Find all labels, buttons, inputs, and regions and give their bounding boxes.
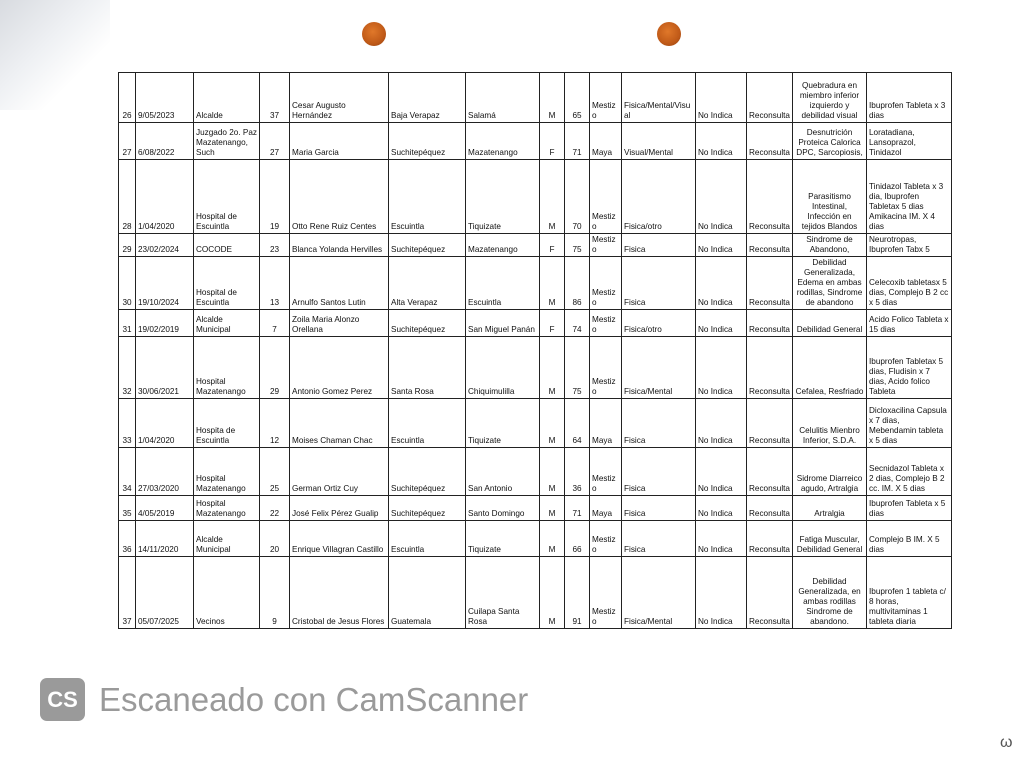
cell-edad: 20 (260, 521, 290, 557)
cell-discapacidad: No Indica (696, 496, 747, 521)
table-row (119, 73, 952, 123)
cell-departamento: Guatemala (389, 557, 466, 629)
cell-num: 28 (119, 160, 136, 234)
cell-edad-paciente: 71 (565, 496, 590, 521)
cell-departamento: Escuintla (389, 399, 466, 448)
cell-sexo: M (540, 521, 565, 557)
cell-edad: 19 (260, 160, 290, 234)
cell-num: 32 (119, 337, 136, 399)
cell-etnia: Mestizo (590, 521, 622, 557)
cell-tratamiento: Celecoxib tabletasx 5 dias, Complejo B 2 cc x 5 dias (867, 257, 952, 310)
cell-tipo: Fisica (622, 448, 696, 496)
cell-edad-paciente: 70 (565, 160, 590, 234)
cell-discapacidad: No Indica (696, 257, 747, 310)
table-row (119, 310, 952, 337)
cell-discapacidad: No Indica (696, 448, 747, 496)
cell-etnia: Maya (590, 123, 622, 160)
cell-sexo: M (540, 557, 565, 629)
cell-num: 33 (119, 399, 136, 448)
cell-sexo: M (540, 73, 565, 123)
cell-discapacidad: No Indica (696, 337, 747, 399)
cell-nombre: German Ortiz Cuy (290, 448, 389, 496)
cell-departamento: Suchitepéquez (389, 234, 466, 257)
cell-edad-paciente: 36 (565, 448, 590, 496)
cell-fecha: 19/10/2024 (136, 257, 194, 310)
cell-tratamiento: Ibuprofen Tableta x 3 dias (867, 73, 952, 123)
cell-municipio: Salamá (466, 73, 540, 123)
cell-etnia: Maya (590, 399, 622, 448)
cell-edad-paciente: 71 (565, 123, 590, 160)
cell-diagnostico: Sindrome de Abandono, (793, 234, 867, 257)
cell-nombre: Zoila Maria Alonzo Orellana (290, 310, 389, 337)
cell-municipio: Chiquimulilla (466, 337, 540, 399)
cell-tratamiento: Acido Folico Tableta x 15 dias (867, 310, 952, 337)
cell-edad-paciente: 75 (565, 234, 590, 257)
cell-departamento: Suchitepéquez (389, 448, 466, 496)
cell-tipo: Fisica (622, 521, 696, 557)
cell-edad-paciente: 86 (565, 257, 590, 310)
cell-sexo: M (540, 160, 565, 234)
cell-sexo: M (540, 257, 565, 310)
binder-hole-left (362, 22, 386, 46)
cell-tipo: Fisica (622, 234, 696, 257)
cell-tipo: Fisica/Mental (622, 557, 696, 629)
cell-edad: 7 (260, 310, 290, 337)
cell-diagnostico: Parasitismo Intestinal, Infección en tejidos Blandos (793, 160, 867, 234)
cell-nombre: Otto Rene Ruiz Centes (290, 160, 389, 234)
cell-diagnostico: Quebradura en miembro inferior izquierdo y debilidad visual (793, 73, 867, 123)
cell-sexo: F (540, 234, 565, 257)
cell-num: 29 (119, 234, 136, 257)
cell-fecha: 1/04/2020 (136, 399, 194, 448)
cell-entidad: Alcalde Municipal (194, 521, 260, 557)
cell-nombre: Arnulfo Santos Lutin (290, 257, 389, 310)
cell-tratamiento: Complejo B IM. X 5 dias (867, 521, 952, 557)
cell-estado: Reconsulta (747, 73, 793, 123)
cell-tratamiento: Ibuprofen Tableta x 5 dias (867, 496, 952, 521)
cell-num: 31 (119, 310, 136, 337)
cell-nombre: Cristobal de Jesus Flores (290, 557, 389, 629)
table-row (119, 557, 952, 629)
cell-estado: Reconsulta (747, 521, 793, 557)
cell-tratamiento: Ibuprofen 1 tableta c/ 8 horas, multivitaminas 1 tableta diaria (867, 557, 952, 629)
cell-estado: Reconsulta (747, 310, 793, 337)
cell-diagnostico: Celulitis Mienbro Inferior, S.D.A. (793, 399, 867, 448)
cell-tipo: Fisica/Mental/Visual (622, 73, 696, 123)
cell-edad: 25 (260, 448, 290, 496)
cell-fecha: 27/03/2020 (136, 448, 194, 496)
cell-fecha: 6/08/2022 (136, 123, 194, 160)
cell-departamento: Escuintla (389, 521, 466, 557)
cell-tipo: Fisica/otro (622, 160, 696, 234)
cell-entidad: Hospita de Escuintla (194, 399, 260, 448)
cell-diagnostico: Sidrome Diarreico agudo, Artralgia (793, 448, 867, 496)
cell-entidad: Vecinos (194, 557, 260, 629)
cell-nombre: Enrique Villagran Castillo (290, 521, 389, 557)
table-row (119, 521, 952, 557)
cell-estado: Reconsulta (747, 557, 793, 629)
cell-etnia: Mestizo (590, 337, 622, 399)
cell-num: 35 (119, 496, 136, 521)
cell-sexo: M (540, 337, 565, 399)
cell-municipio: San Antonio (466, 448, 540, 496)
cell-estado: Reconsulta (747, 160, 793, 234)
cell-num: 30 (119, 257, 136, 310)
cell-departamento: Alta Verapaz (389, 257, 466, 310)
cell-estado: Reconsulta (747, 234, 793, 257)
cell-etnia: Mestizo (590, 257, 622, 310)
cell-tratamiento: Secnidazol Tableta x 2 dias, Complejo B 2 cc. IM. X 5 dias (867, 448, 952, 496)
cell-entidad: Juzgado 2o. Paz Mazatenango, Such (194, 123, 260, 160)
cell-etnia: Mestizo (590, 310, 622, 337)
cell-fecha: 30/06/2021 (136, 337, 194, 399)
cell-etnia: Mestizo (590, 234, 622, 257)
cell-edad: 9 (260, 557, 290, 629)
cell-tratamiento: Ibuprofen Tabletax 5 dias, Fludisin x 7 dias, Acido folico Tableta (867, 337, 952, 399)
cell-entidad: Hospital Mazatenango (194, 496, 260, 521)
cell-tipo: Fisica/otro (622, 310, 696, 337)
margin-mark: ω (1000, 734, 1013, 751)
cell-discapacidad: No Indica (696, 234, 747, 257)
cell-diagnostico: Debilidad Generalizada, Edema en ambas rodillas, Sindrome de abandono (793, 257, 867, 310)
cell-sexo: M (540, 448, 565, 496)
cell-tipo: Fisica (622, 399, 696, 448)
cell-discapacidad: No Indica (696, 160, 747, 234)
cell-nombre: Maria Garcia (290, 123, 389, 160)
page-corner-shadow (0, 0, 110, 110)
cell-fecha: 1/04/2020 (136, 160, 194, 234)
records-table-body (119, 73, 952, 629)
cell-tipo: Fisica/Mental (622, 337, 696, 399)
cell-diagnostico: Fatiga Muscular, Debilidad General (793, 521, 867, 557)
cell-edad: 29 (260, 337, 290, 399)
cell-edad-paciente: 66 (565, 521, 590, 557)
cell-nombre: José Felix Pérez Gualip (290, 496, 389, 521)
cell-nombre: Antonio Gomez Perez (290, 337, 389, 399)
cell-num: 36 (119, 521, 136, 557)
table-row (119, 337, 952, 399)
cell-sexo: M (540, 399, 565, 448)
cell-diagnostico: Artralgia (793, 496, 867, 521)
cell-edad: 37 (260, 73, 290, 123)
cell-fecha: 05/07/2025 (136, 557, 194, 629)
cell-municipio: Tiquizate (466, 399, 540, 448)
cell-fecha: 14/11/2020 (136, 521, 194, 557)
binder-hole-right (657, 22, 681, 46)
cell-edad: 27 (260, 123, 290, 160)
cell-entidad: Alcalde (194, 73, 260, 123)
table-row (119, 257, 952, 310)
cell-edad-paciente: 75 (565, 337, 590, 399)
cell-departamento: Baja Verapaz (389, 73, 466, 123)
cell-discapacidad: No Indica (696, 73, 747, 123)
cell-entidad: Hospital de Escuintla (194, 160, 260, 234)
cell-edad-paciente: 91 (565, 557, 590, 629)
camscanner-logo-icon: CS (40, 678, 85, 721)
cell-estado: Reconsulta (747, 337, 793, 399)
cell-num: 27 (119, 123, 136, 160)
cell-entidad: Alcalde Municipal (194, 310, 260, 337)
cell-municipio: Mazatenango (466, 123, 540, 160)
cell-edad-paciente: 65 (565, 73, 590, 123)
records-table (118, 72, 952, 629)
cell-tipo: Visual/Mental (622, 123, 696, 160)
cell-nombre: Moises Chaman Chac (290, 399, 389, 448)
cell-etnia: Mestizo (590, 160, 622, 234)
cell-num: 37 (119, 557, 136, 629)
cell-diagnostico: Desnutrición Proteica Calorica DPC, Sarcopiosis, (793, 123, 867, 160)
cell-estado: Reconsulta (747, 257, 793, 310)
camscanner-watermark (40, 678, 528, 721)
cell-fecha: 19/02/2019 (136, 310, 194, 337)
cell-edad: 23 (260, 234, 290, 257)
cell-diagnostico: Debilidad Generalizada, en ambas rodillas Sindrome de abandono. (793, 557, 867, 629)
cell-departamento: Suchitepéquez (389, 310, 466, 337)
cell-etnia: Maya (590, 496, 622, 521)
cell-departamento: Suchitepéquez (389, 496, 466, 521)
table-row (119, 399, 952, 448)
watermark-text: Escaneado con CamScanner (99, 680, 529, 718)
cell-tipo: Fisica (622, 257, 696, 310)
cell-discapacidad: No Indica (696, 123, 747, 160)
table-row (119, 448, 952, 496)
cell-municipio: Mazatenango (466, 234, 540, 257)
cell-nombre: Cesar Augusto Hernández (290, 73, 389, 123)
table-row (119, 234, 952, 257)
cell-entidad: Hospital Mazatenango (194, 337, 260, 399)
cell-tratamiento: Dicloxacilina Capsula x 7 dias, Mebendamin tableta x 5 dias (867, 399, 952, 448)
cell-nombre: Blanca Yolanda Hervilles (290, 234, 389, 257)
table-row (119, 123, 952, 160)
cell-sexo: F (540, 310, 565, 337)
cell-diagnostico: Debilidad General (793, 310, 867, 337)
cell-tratamiento: Loratadiana, Lansoprazol, Tinidazol (867, 123, 952, 160)
cell-num: 26 (119, 73, 136, 123)
cell-municipio: Tiquizate (466, 521, 540, 557)
cell-edad-paciente: 74 (565, 310, 590, 337)
cell-estado: Reconsulta (747, 448, 793, 496)
cell-tratamiento: Neurotropas, Ibuprofen Tabx 5 (867, 234, 952, 257)
cell-tipo: Fisica (622, 496, 696, 521)
cell-municipio: Escuintla (466, 257, 540, 310)
cell-municipio: Santo Domingo (466, 496, 540, 521)
cell-departamento: Escuintla (389, 160, 466, 234)
cell-num: 34 (119, 448, 136, 496)
cell-fecha: 23/02/2024 (136, 234, 194, 257)
cell-fecha: 9/05/2023 (136, 73, 194, 123)
cell-edad: 12 (260, 399, 290, 448)
cell-tratamiento: Tinidazol Tableta x 3 dia, Ibuprofen Tabletax 5 dias Amikacina IM. X 4 dias (867, 160, 952, 234)
cell-discapacidad: No Indica (696, 521, 747, 557)
cell-departamento: Suchitepéquez (389, 123, 466, 160)
cell-discapacidad: No Indica (696, 557, 747, 629)
cell-etnia: Mestizo (590, 448, 622, 496)
cell-entidad: Hospital de Escuintla (194, 257, 260, 310)
cell-etnia: Mestizo (590, 557, 622, 629)
cell-estado: Reconsulta (747, 399, 793, 448)
cell-entidad: Hospital Mazatenango (194, 448, 260, 496)
table-row (119, 160, 952, 234)
cell-departamento: Santa Rosa (389, 337, 466, 399)
cell-entidad: COCODE (194, 234, 260, 257)
table-row (119, 496, 952, 521)
cell-sexo: F (540, 123, 565, 160)
cell-estado: Reconsulta (747, 496, 793, 521)
cell-discapacidad: No Indica (696, 310, 747, 337)
cell-fecha: 4/05/2019 (136, 496, 194, 521)
cell-sexo: M (540, 496, 565, 521)
cell-edad: 13 (260, 257, 290, 310)
cell-edad: 22 (260, 496, 290, 521)
cell-municipio: Cuilapa Santa Rosa (466, 557, 540, 629)
cell-diagnostico: Cefalea, Resfriado (793, 337, 867, 399)
cell-municipio: Tiquizate (466, 160, 540, 234)
cell-estado: Reconsulta (747, 123, 793, 160)
cell-etnia: Mestizo (590, 73, 622, 123)
cell-discapacidad: No Indica (696, 399, 747, 448)
cell-municipio: San Miguel Panán (466, 310, 540, 337)
cell-edad-paciente: 64 (565, 399, 590, 448)
